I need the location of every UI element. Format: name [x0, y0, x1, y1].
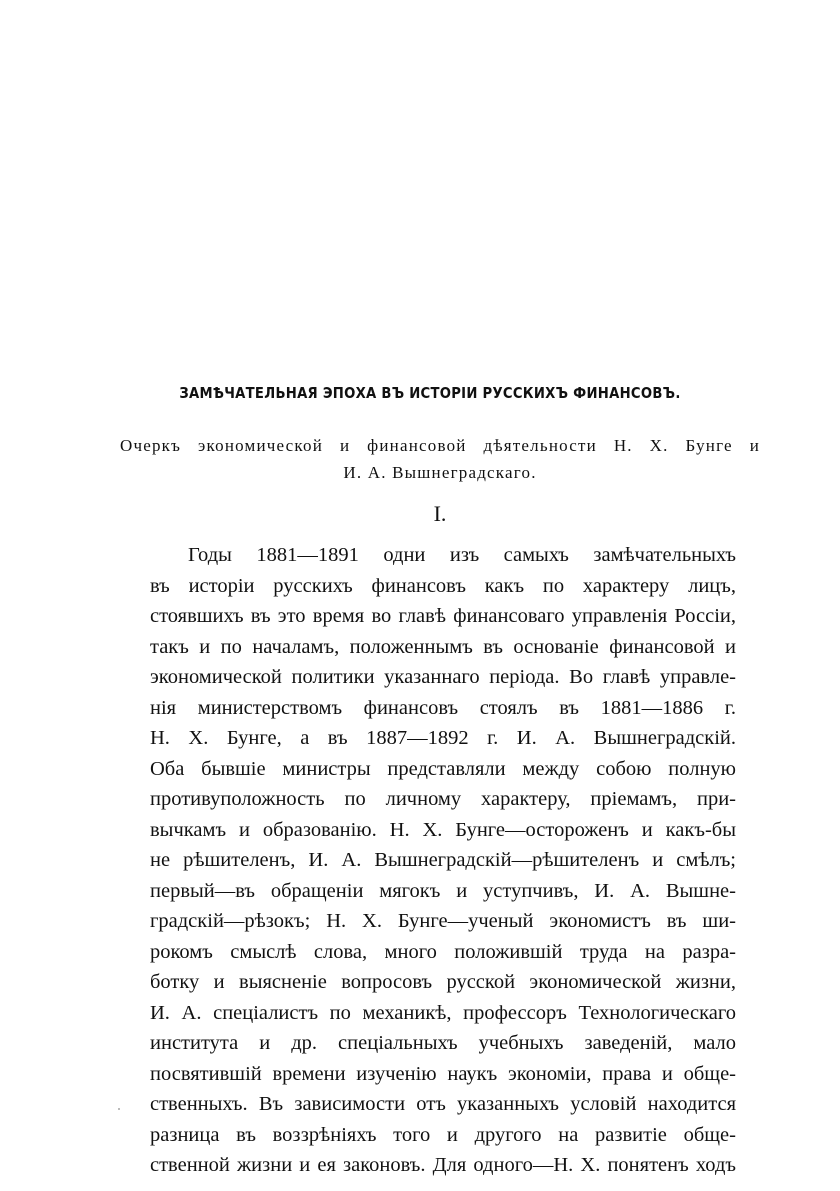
text-line: экономической политики указаннаго періода. Во главѣ управле-	[150, 666, 736, 688]
text-line: градскій—рѣзокъ; Н. Х. Бунге—ученый экономистъ въ ши-	[150, 910, 736, 932]
text-line: института и др. спеціальныхъ учебныхъ заведеній, мало	[150, 1032, 736, 1054]
text-line: ственной жизни и ея законовъ. Для одного—Н. Х. понятенъ ходъ	[150, 1154, 736, 1176]
text-line: разница въ воззрѣніяхъ того и другого на развитіе обще-	[150, 1123, 736, 1146]
text-line: не рѣшителенъ, И. А. Вышнеградскій—рѣшителенъ и смѣлъ;	[150, 849, 736, 871]
text-line: такъ и по началамъ, положеннымъ въ основаніе финансовой и	[150, 635, 736, 658]
body-paragraph	[150, 540, 736, 1181]
text-line: рокомъ смыслѣ слова, много положившій труда на разра-	[150, 940, 736, 963]
section-number: I.	[433, 501, 447, 526]
subtitle-line: Очеркъ экономической и финансовой дѣятельности Н. Х. Бунге и	[120, 436, 760, 455]
text-line: И. А. спеціалистъ по механикѣ, профессоръ Технологическаго	[150, 1001, 736, 1024]
text-line: Годы 1881—1891 одни изъ самыхъ замѣчательныхъ	[188, 544, 736, 566]
chapter-subtitle	[120, 432, 760, 486]
text-line: противуположность по личному характеру, пріемамъ, при-	[150, 788, 736, 810]
text-line: ботку и выясненіе вопросовъ русской экономической жизни,	[150, 971, 736, 993]
text-line: ственныхъ. Въ зависимости отъ указанныхъ условій находится	[150, 1093, 736, 1115]
subtitle-line: И. А. Вышнеградскаго.	[343, 463, 537, 482]
text-line: нія министерствомъ финансовъ стоялъ въ 1881—1886 г.	[150, 696, 736, 719]
chapter-title: ЗАМѢЧАТЕЛЬНАЯ ЭПОХА ВЪ ИСТОРІИ РУССКИХЪ ФИНАНСОВЪ.	[179, 384, 681, 402]
text-line: Н. Х. Бунге, а въ 1887—1892 г. И. А. Вышнеградскій.	[150, 727, 736, 749]
text-line: стоявшихъ въ это время во главѣ финансоваго управленія Россіи,	[150, 605, 736, 627]
text-line: первый—въ обращеніи мягокъ и уступчивъ, И. А. Вышне-	[150, 879, 736, 902]
text-line: вычкамъ и образованію. Н. Х. Бунге—остороженъ и какъ-бы	[150, 818, 736, 841]
text-line: въ исторіи русскихъ финансовъ какъ по характеру лицъ,	[150, 574, 736, 597]
scan-speck	[118, 1108, 120, 1110]
text-line: посвятившій времени изученію наукъ экономіи, права и обще-	[150, 1062, 736, 1085]
text-line: Оба бывшіе министры представляли между собою полную	[150, 757, 736, 780]
